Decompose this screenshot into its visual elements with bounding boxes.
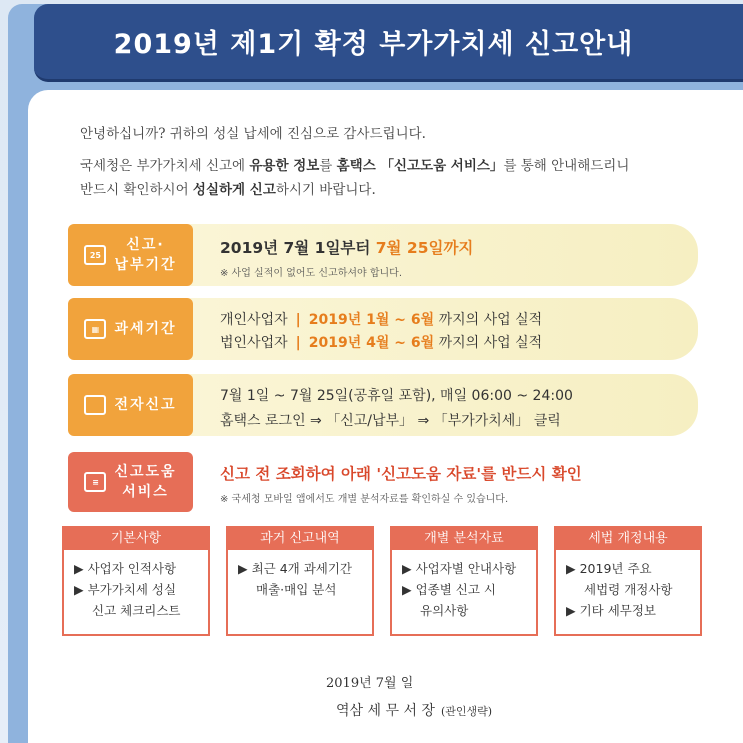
info-box-history	[226, 526, 374, 636]
box-head: 개별 분석자료	[392, 528, 536, 550]
e-filing-band	[68, 374, 698, 436]
e-filing-hours: 7월 1일 ~ 7월 25일(공휴일 포함), 매일 06:00 ~ 24:00	[220, 388, 573, 404]
filing-period-dates	[220, 236, 473, 258]
info-box-law-changes	[554, 526, 702, 636]
intro-text: 하시기 바랍니다.	[275, 182, 376, 198]
document-icon: ≡	[84, 472, 106, 492]
box-head: 세법 개정내용	[556, 528, 700, 550]
intro-text: 안녕하십니까? 귀하의 성실 납세에 진심으로 감사드립니다.	[80, 126, 426, 142]
e-filing-label	[68, 374, 193, 436]
box-item: ▶ 사업자별 안내사항	[402, 561, 517, 576]
box-head: 기본사항	[64, 528, 208, 550]
help-service-label	[68, 452, 193, 512]
title-bar	[34, 4, 743, 82]
seal-note: (관인생략)	[440, 705, 493, 718]
help-service-main: 신고 전 조회하여 아래 '신고도움 자료'를 반드시 확인	[220, 465, 582, 483]
office-name: 역삼 세 무 서 장	[336, 703, 435, 719]
label-text: 과세기간	[114, 321, 177, 337]
label-line-1: 신고도움	[114, 464, 177, 480]
tax-period-row-corporate	[220, 332, 542, 352]
tax-period-range: 2019년 4월 ~ 6월	[308, 335, 435, 351]
info-box-basic	[62, 526, 210, 636]
intro-bold: 홈택스 「신고도움 서비스」	[336, 158, 504, 174]
box-item: ▶ 사업자 인적사항	[74, 561, 177, 576]
e-filing-steps: 홈택스 로그인 ⇒ 「신고/납부」 ⇒ 「부가가치세」 클릭	[220, 413, 561, 429]
box-item: 유의사항	[420, 603, 469, 618]
box-item: ▶ 업종별 신고 시	[402, 582, 496, 597]
filing-deadline: 7월 25일까지	[375, 239, 474, 257]
calendar-grid-icon: ▦	[84, 319, 106, 339]
tax-period-range: 2019년 1월 ~ 6월	[308, 312, 435, 328]
info-box-analysis	[390, 526, 538, 636]
tax-office	[336, 700, 492, 720]
intro-text: 를 통해 안내해드리니	[503, 158, 630, 174]
page-title: 2019년 제1기 확정 부가가치세 신고안내	[113, 29, 634, 60]
intro-bold: 성실하게 신고	[192, 182, 276, 198]
filing-period-note: ※ 사업 실적이 없어도 신고하셔야 합니다.	[220, 268, 403, 279]
monitor-icon	[84, 395, 106, 415]
intro-line-1	[80, 122, 426, 142]
tax-period-band	[68, 298, 698, 360]
intro-text: 반드시 확인하시어	[80, 182, 193, 198]
label-line-2: 납부기간	[114, 257, 177, 273]
intro-bold: 유용한 정보	[249, 158, 320, 174]
box-item: 세법령 개정사항	[584, 582, 673, 597]
label-line-1: 신고·	[126, 237, 165, 253]
filing-period-band	[68, 224, 698, 286]
box-item: ▶ 기타 세무정보	[566, 603, 657, 618]
calendar-25-icon	[84, 245, 106, 265]
intro-text: 국세청은 부가가치세 신고에	[80, 158, 250, 174]
box-item: ▶ 최근 4개 과세기간	[238, 561, 353, 576]
tax-period-tail: 까지의 사업 실적	[438, 312, 543, 328]
help-service-band	[68, 452, 698, 512]
label-text: 전자신고	[114, 397, 177, 413]
intro-line-2	[80, 154, 629, 174]
separator: |	[295, 312, 301, 328]
calendar-icon-number: 25	[89, 250, 101, 260]
intro-text: 를	[319, 158, 337, 174]
tax-period-row-individual	[220, 309, 542, 329]
help-service-note: ※ 국세청 모바일 앱에서도 개별 분석자료를 확인하실 수 있습니다.	[220, 494, 509, 505]
box-head: 과거 신고내역	[228, 528, 372, 550]
intro-line-3	[80, 178, 376, 198]
box-item: 매출·매입 분석	[256, 582, 337, 597]
tax-period-tail: 까지의 사업 실적	[438, 335, 543, 351]
box-item: 신고 체크리스트	[92, 603, 181, 618]
box-item: ▶ 부가가치세 성실	[74, 582, 177, 597]
filing-period-label	[68, 224, 193, 286]
filing-start: 2019년 7월 1일부터	[220, 239, 376, 257]
separator: |	[295, 335, 301, 351]
taxpayer-type: 법인사업자	[220, 335, 288, 351]
taxpayer-type: 개인사업자	[220, 312, 288, 328]
label-line-2: 서비스	[122, 484, 169, 500]
issue-date: 2019년 7월 일	[326, 676, 414, 691]
tax-period-label	[68, 298, 193, 360]
box-item: ▶ 2019년 주요	[566, 561, 652, 576]
